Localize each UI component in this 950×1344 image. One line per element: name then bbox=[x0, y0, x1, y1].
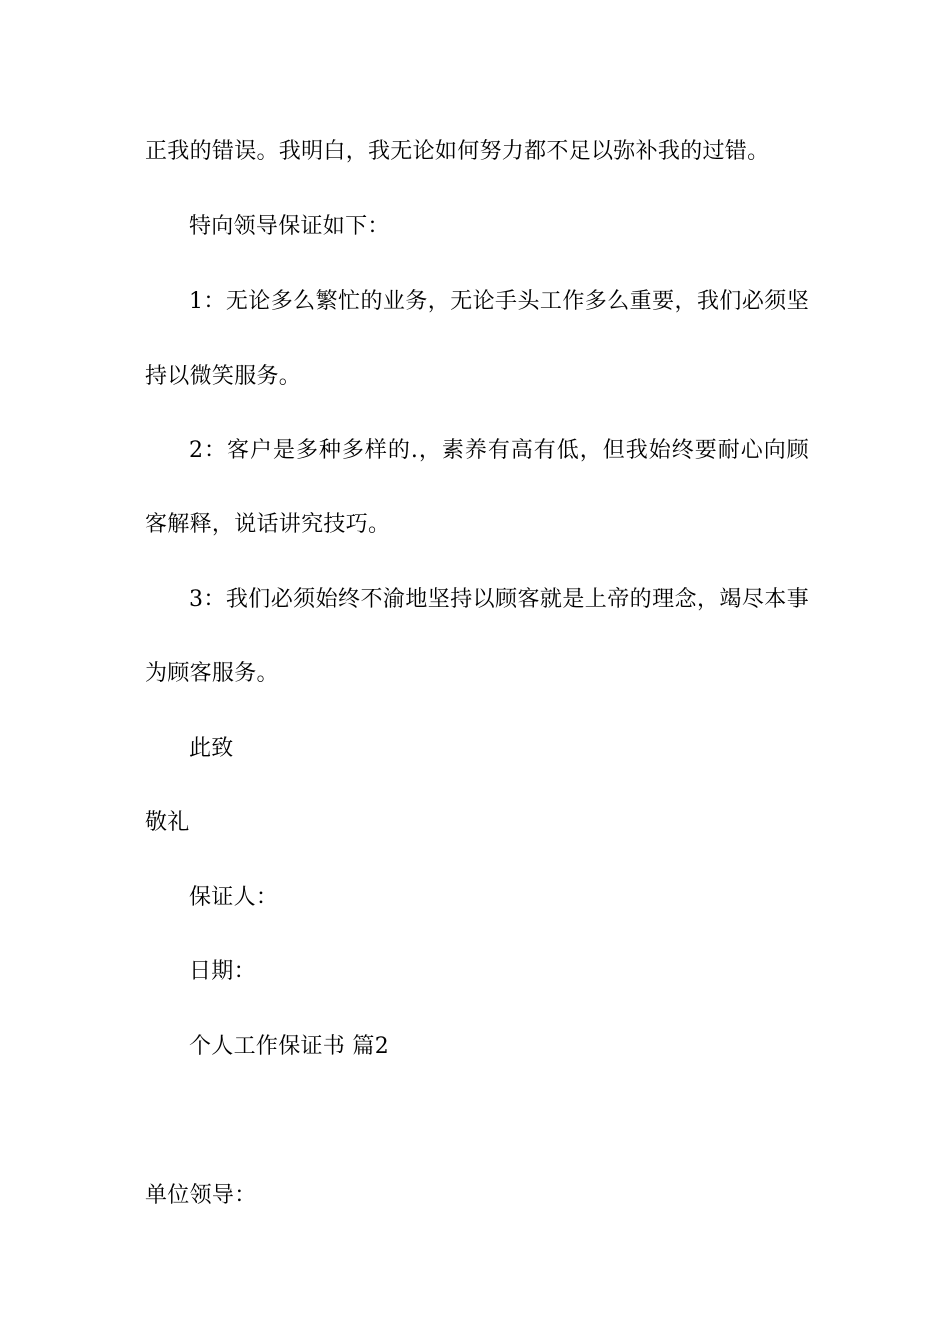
pledge-item-3-line-2: 为顾客服务。 bbox=[145, 661, 279, 686]
signatory-label: 保证人： bbox=[189, 885, 279, 910]
pledge-item-1-line-1: 1：无论多么繁忙的业务，无论手头工作多么重要，我们必须坚 bbox=[189, 289, 809, 314]
paragraph-line-1: 正我的错误。我明白，我无论如何努力都不足以弥补我的过错。 bbox=[145, 139, 770, 164]
addressee-line: 单位领导： bbox=[145, 1183, 257, 1208]
section-title: 个人工作保证书 篇2 bbox=[189, 1034, 389, 1059]
closing-salutation: 此致 bbox=[189, 736, 234, 761]
pledge-item-3-line-1: 3：我们必须始终不渝地坚持以顾客就是上帝的理念，竭尽本事 bbox=[189, 587, 809, 612]
pledge-item-1-line-2: 持以微笑服务。 bbox=[145, 364, 302, 389]
closing-regards: 敬礼 bbox=[145, 810, 190, 835]
pledge-item-2-line-2: 客解释，说话讲究技巧。 bbox=[145, 512, 391, 537]
pledge-item-2-line-1: 2：客户是多种多样的.，素养有高有低，但我始终要耐心向顾 bbox=[189, 438, 809, 463]
pledge-intro: 特向领导保证如下： bbox=[189, 214, 390, 239]
date-label: 日期： bbox=[189, 959, 256, 984]
